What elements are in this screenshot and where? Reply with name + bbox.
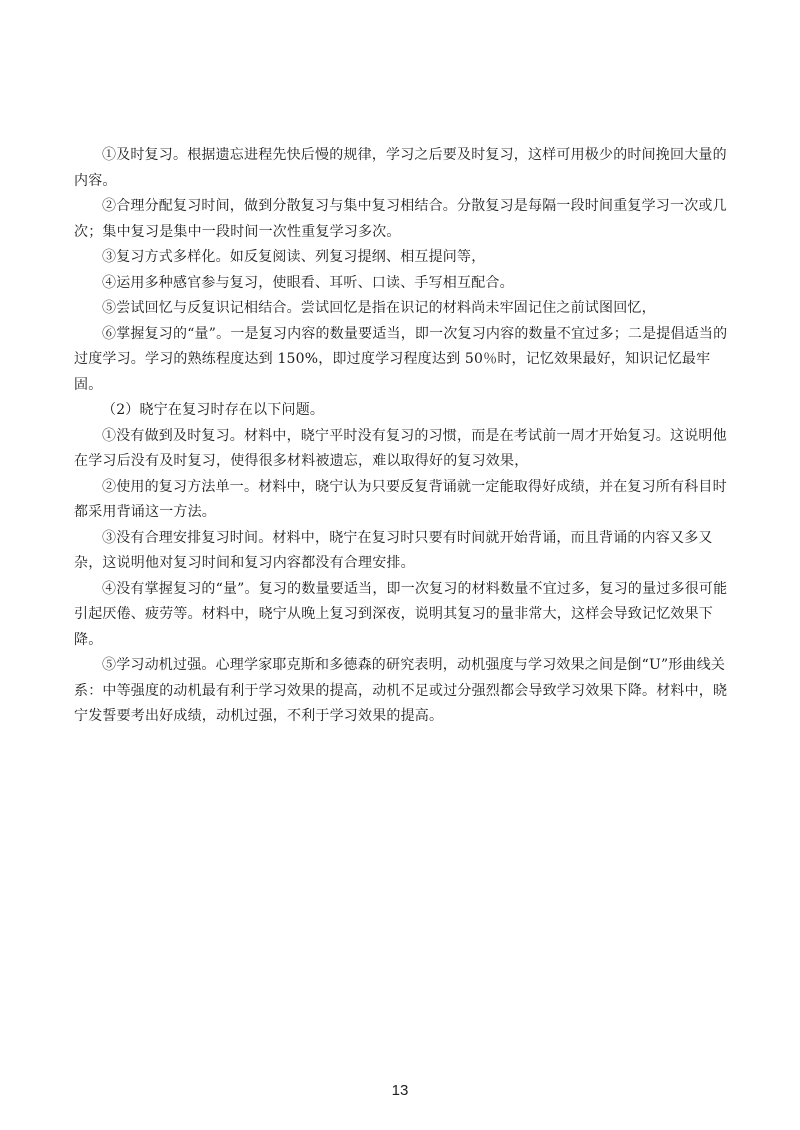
page-number: 13: [391, 1082, 409, 1099]
paragraph-problem-amount: ④没有掌握复习的“量”。复习的数量要适当，即一次复习的材料数量不宜过多，复习的量过多很可能引起厌倦、疲劳等。材料中，晓宁从晚上复习到深夜，说明其复习的量非常大，这样会导致记忆效果下降。: [74, 580, 728, 648]
paragraph-recall-and-memorize: ⑤尝试回忆与反复识记相结合。尝试回忆是指在识记的材料尚未牢固记住之前试图回忆，: [102, 300, 656, 316]
paragraph-problem-not-timely: ①没有做到及时复习。材料中，晓宁平时没有复习的习惯，而是在考试前一周才开始复习。这说明他在学习后没有及时复习，使得很多材料被遗忘，难以取得好的复习效果，: [74, 427, 727, 469]
paragraph-allocate-review-time: ②合理分配复习时间，做到分散复习与集中复习相结合。分散复习是每隔一段时间重复学习一次或几次；集中复习是集中一段时间一次性重复学习多次。: [74, 198, 727, 240]
paragraph-multi-sensory: ④运用多种感官参与复习，使眼看、耳听、口读、手写相互配合。: [102, 274, 514, 291]
paragraph-timely-review: ①及时复习。根据遗忘进程先快后慢的规律，学习之后要及时复习，这样可用极少的时间挽回大量的内容。: [74, 147, 727, 189]
paragraph-problem-time-arrangement: ③没有合理安排复习时间。材料中，晓宁在复习时只要有时间就开始背诵，而且背诵的内容又多又杂，这说明他对复习时间和复习内容都没有合理安排。: [74, 529, 713, 571]
paragraph-problem-motivation: ⑤学习动机过强。心理学家耶克斯和多德森的研究表明，动机强度与学习效果之间是倒“U”形曲线关系：中等强度的动机最有利于学习效果的提高，动机不足或过分强烈都会导致学习效果下降。材料中，晓宁发誓要考出好成绩，动机过强，不利于学习效果的提高。: [74, 657, 728, 724]
paragraph-problem-single-method: ②使用的复习方法单一。材料中，晓宁认为只要反复背诵就一定能取得好成绩，并在复习所有科目时都采用背诵这一方法。: [74, 478, 727, 520]
paragraph-review-amount: ⑥掌握复习的“量”。一是复习内容的数量要适当，即一次复习内容的数量不宜过多；二是提倡适当的过度学习。学习的熟练程度达到 150%，即过度学习程度达到 50％时，记忆效果最好，知识记忆最牢固。: [74, 325, 728, 393]
document-body: [74, 143, 734, 730]
paragraph-section-heading: （2）晓宁在复习时存在以下问题。: [102, 402, 325, 418]
paragraph-diverse-methods: ③复习方式多样化。如反复阅读、列复习提纲、相互提问等，: [102, 249, 486, 265]
